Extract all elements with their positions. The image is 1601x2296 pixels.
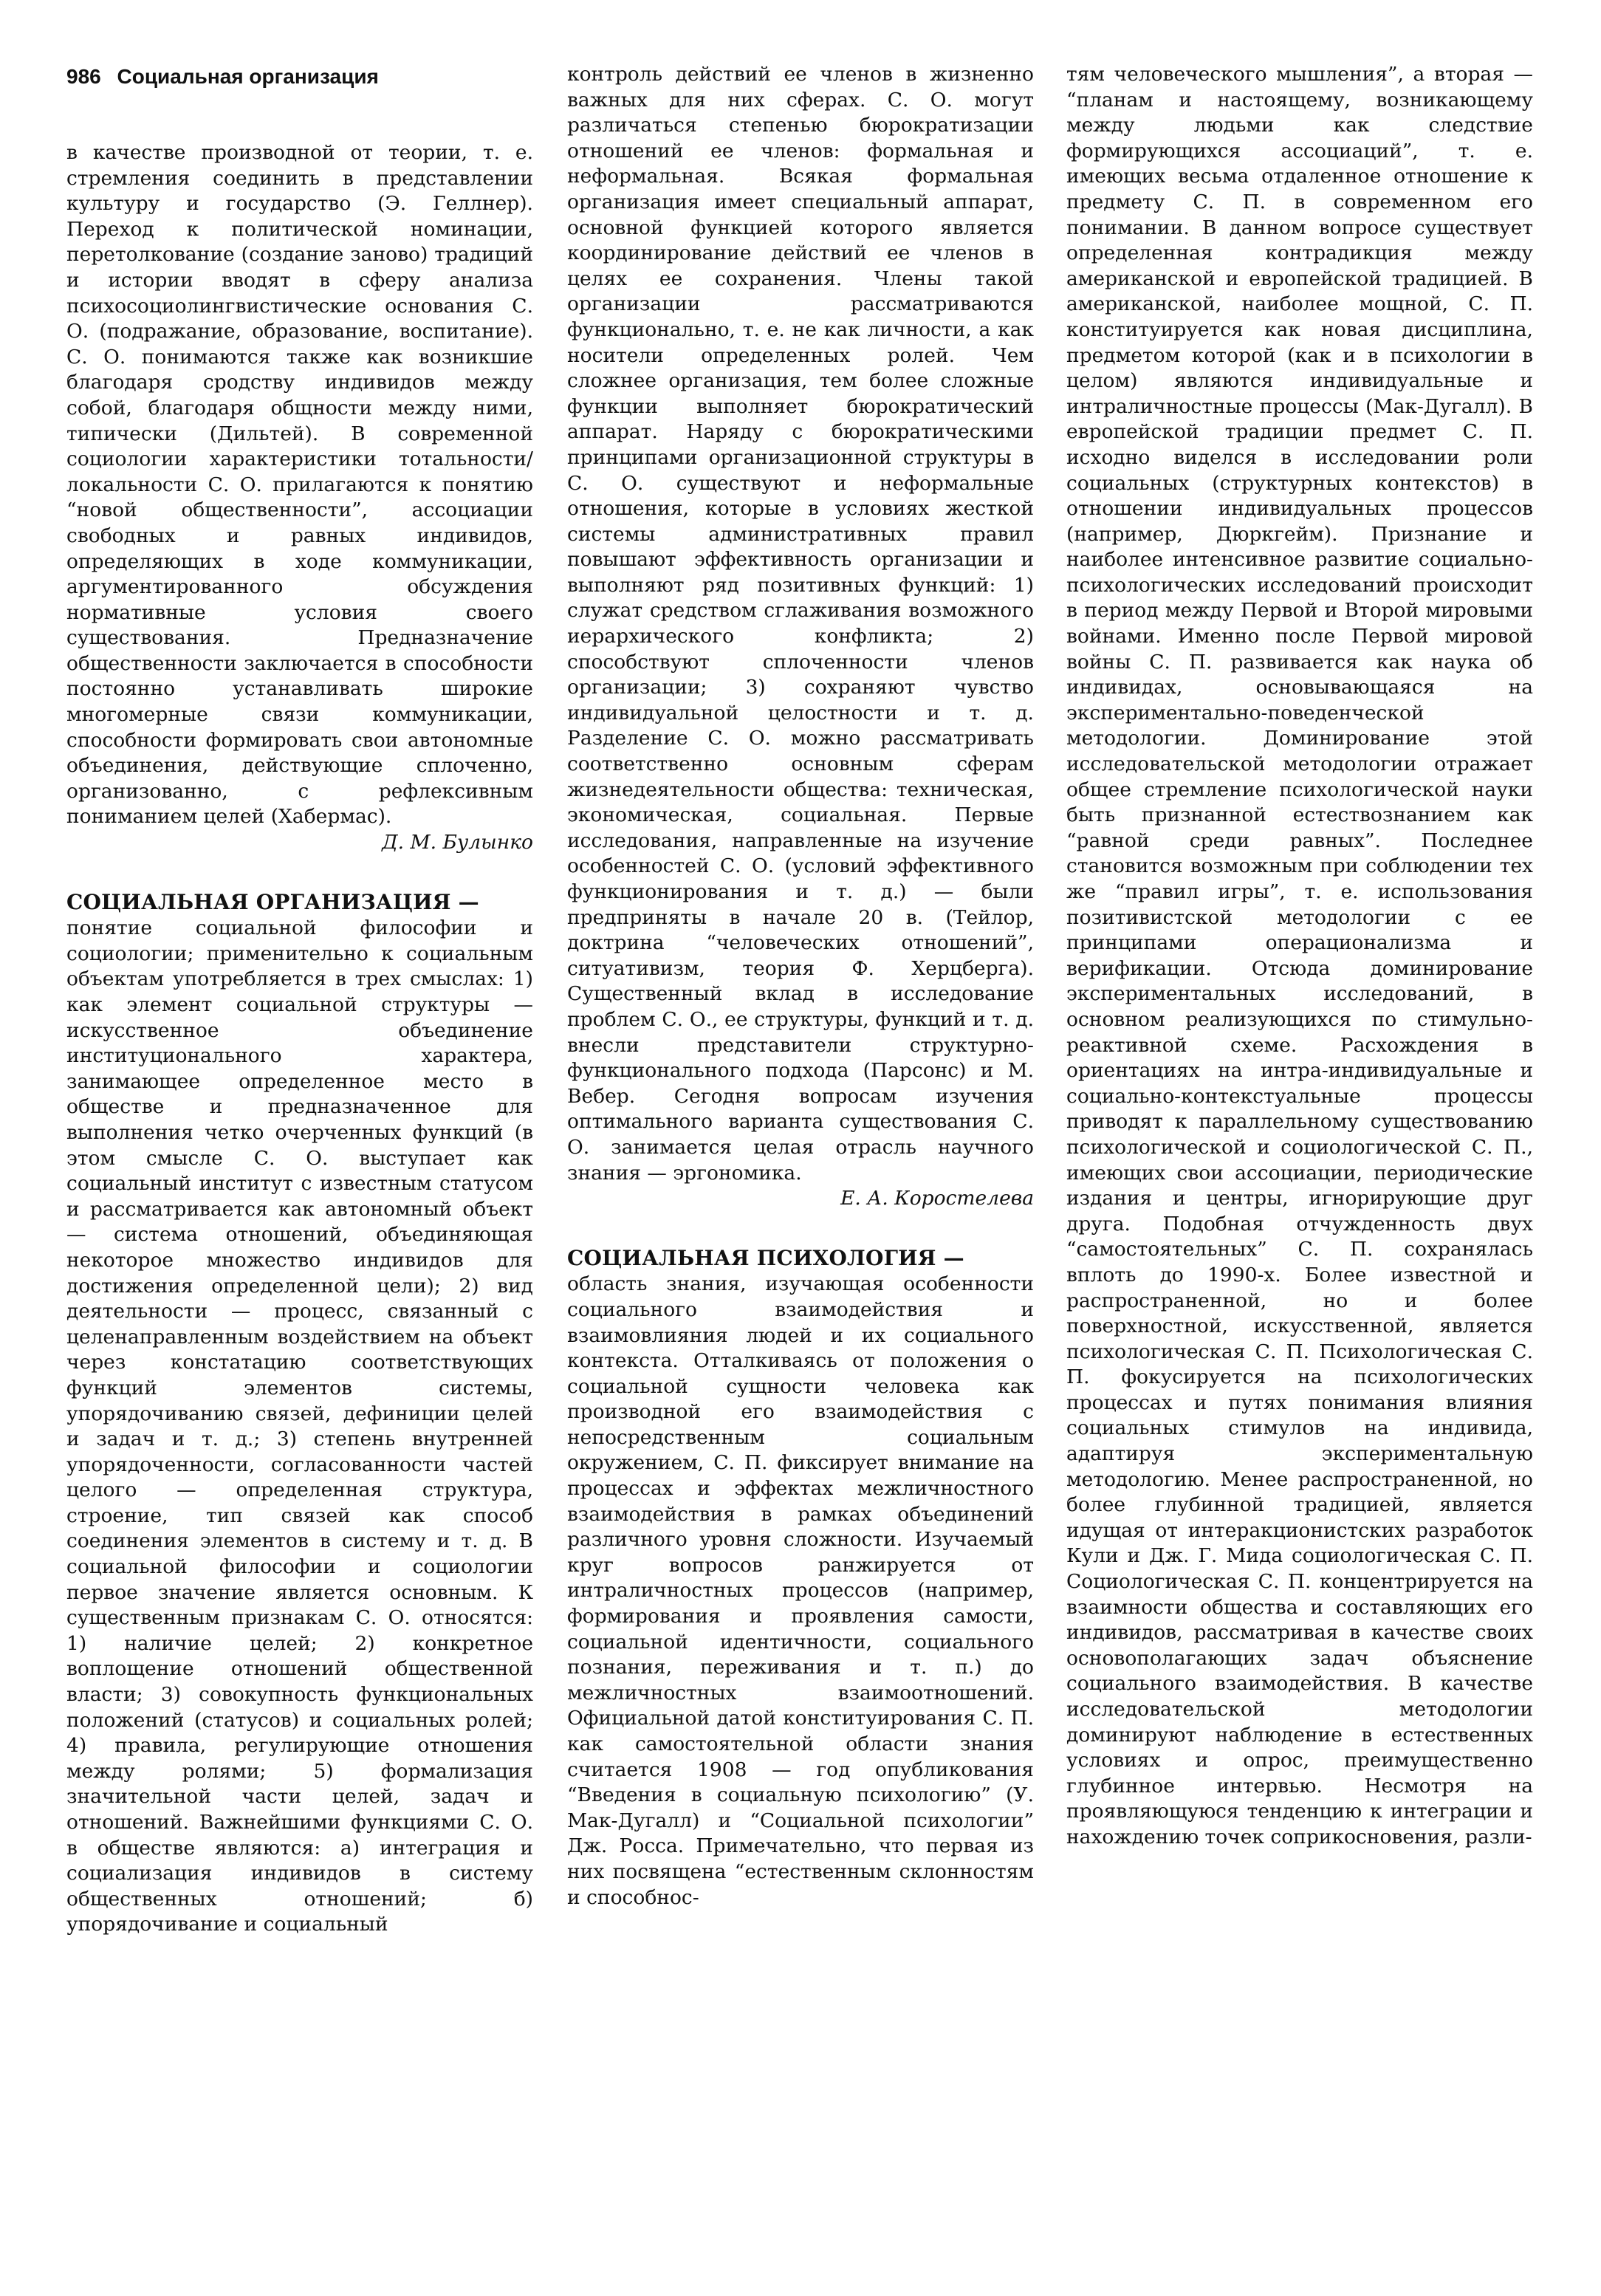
text-column-middle [567, 62, 1034, 1911]
running-head [66, 62, 379, 92]
article-continuation-paragraph: контроль действий ее членов в жизненно важных для них сферах. С. О. могут различаться степенью бюрократизации отношений ее членов: формальная и неформальная. Всякая формальная организация имеет специальный аппарат, основной функцией которого является координирование действий ее членов в целях ее сохранения. Члены такой организации рассматриваются функционально, т. е. не как личности, а как носители определенных ролей. Чем сложнее организация, тем более сложные функции выполняет бюрократический аппарат. Наряду с бюрократическими принципами организационной структуры в С. О. существуют и неформальные отношения, которые в условиях жесткой системы административных правил повышают эффективность организации и выполняют ряд позитивных функций: 1) служат средством сглаживания возможного иерархического конфликта; 2) способствуют сплоченности членов организации; 3) сохраняют чувство индивидуальной целостности и т. д. Разделение С. О. можно рассматривать соответственно основным сферам жизнедеятельности общества: техническая, экономическая, социальная. Первые исследования, направленные на изучение особенностей С. О. (условий эффективного функционирования и т. д.) — были предприняты в начале 20 в. (Тейлор, доктрина “человеческих отношений”, ситуативизм, теория Ф. Херцберга). Существенный вклад в исследование проблем С. О., ее структуры, функций и т. д. внесли представители структурно-функционального подхода (Парсонс) и М. Вебер. Сегодня вопросам изучения оптимального варианта существования С. О. занимается целая отрасль научного знания — эргономика. [567, 63, 1034, 1185]
entry-headword: СОЦИАЛЬНАЯ ОРГАНИЗАЦИЯ — [66, 889, 479, 914]
author-signature: Д. М. Булынко [382, 831, 533, 854]
dictionary-entry [66, 890, 533, 1938]
page-number: 986 [66, 65, 101, 88]
article-continuation-paragraph: в качестве производной от теории, т. е. стремления соединить в представлении культуру и государство (Э. Геллнер). Переход к политической номинации, перетолкование (создание заново) традиций и истории вводят в сферу анализа психосоциолингвистические основания С. О. (подражание, образование, воспитание). С. О. понимаются также как возникшие благодаря сродству индивидов между собой, благодаря общности между ними, типически (Дильтей). В современной социологии характеристики тотальности/локальности С. О. прилагаются к понятию “новой общественности”, ассоциации свободных и равных индивидов, определяющих в ходе коммуникации, аргументированного обсуждения нормативные условия своего существования. Предназначение общественности заключается в способности постоянно устанавливать широкие многомерные связи коммуникации, способности формировать свои автономные объединения, действующие сплоченно, организованно, с рефлексивным пониманием целей (Хабермас). [66, 141, 533, 829]
dictionary-entry [567, 1246, 1034, 1911]
text-column-right [1066, 62, 1533, 1851]
author-signature: Е. А. Коростелева [840, 1187, 1034, 1210]
entry-body: понятие социальной философии и социологии; применительно к социальным объектам употребляется в трех смыслах: 1) как элемент социальной структуры — искусственное объединение институционального характера, занимающее определенное место в обществе и предназначенное для выполнения четко очерченных функций (в этом смысле С. О. выступает как социальный институт с известным статусом и рассматривается как автономный объект — система отношений, объединяющая некоторое множество индивидов для достижения определенной цели); 2) вид деятельности — процесс, связанный с целенаправленным воздействием на объект через констатацию соответствующих функций элементов системы, упорядочиванию связей, дефиниции целей и задач и т. д.; 3) степень внутренней упорядоченности, согласованности частей целого — определенная структура, строение, тип связей как способ соединения элементов в систему и т. д. В социальной философии и социологии первое значение является основным. К существенным признакам С. О. относятся: 1) наличие целей; 2) конкретное воплощение отношений общественной власти; 3) совокупность функциональных положений (статусов) и социальных ролей; 4) правила, регулирующие отношения между ролями; 5) формализация значительной части целей, задач и отношений. Важнейшими функциями С. О. в обществе являются: а) интеграция и социализация индивидов в систему общественных отношений; б) упорядочивание и социальный [66, 916, 533, 1936]
entry-body: область знания, изучающая особенности социального взаимодействия и взаимовлияния людей и их социального контекста. Отталкиваясь от положения о социальной сущности человека как производной его взаимодействия с непосредственным социальным окружением, С. П. фиксирует внимание на процессах и эффектах межличностного взаимодействия в рамках объединений различного уровня сложности. Изучаемый круг вопросов ранжируется от интраличностных процессов (например, формирования и проявления самости, социальной идентичности, социального познания, переживания и т. п.) до межличностных взаимоотношений. Официальной датой конституирования С. П. как самостоятельной области знания считается 1908 — год опубликования “Введения в социальную психологию” (У. Мак-Дугалл) и “Социальной психологии” Дж. Росса. Примечательно, что первая из них посвящена “естественным склонностям и способнос- [567, 1272, 1034, 1909]
text-column-left [66, 140, 533, 1938]
entry-separator [66, 856, 533, 890]
section-title: Социальная организация [117, 65, 379, 88]
article-continuation-paragraph: тям человеческого мышления”, а вторая — “планам и настоящему, возникающему между людьми как следствие формирующихся ассоциаций”, т. е. имеющих весьма отдаленное отношение к предмету С. П. в современном его понимании. В данном вопросе существует определенная контрадикция между американской и европейской традицией. В американской, наиболее мощной, С. П. конституируется как новая дисциплина, предметом которой (как и в психологии в целом) являются индивидуальные и интраличностные процессы (Мак-Дугалл). В европейской традиции предмет С. П. исходно виделся в исследовании роли социальных (структурных контекстов) в отношении индивидуальных процессов (например, Дюркгейм). Признание и наиболее интенсивное развитие социально-психологических исследований происходит в период между Первой и Второй мировыми войнами. Именно после Первой мировой войны С. П. развивается как наука об индивидах, основывающаяся на экспериментально-поведенческой методологии. Доминирование этой исследовательской методологии отражает общее стремление психологической науки быть признанной естествознанием как “равной среди равных”. Последнее становится возможным при соблюдении тех же “правил игры”, т. е. использования позитивистской методологии с ее принципами операционализма и верификации. Отсюда доминирование экспериментальных исследований, в основном реализующихся по стимульно-реактивной схеме. Расхождения в ориентациях на интра-индивидуальные и социально-контекстуальные процессы приводят к параллельному существованию психологической и социологической С. П., имеющих свои ассоциации, периодические издания и центры, игнорирующие друг друга. Подобная отчужденность двух “самостоятельных” С. П. сохранялась вплоть до 1990-х. Более известной и распространенной, но и более поверхностной, искусственной, является психологическая С. П. Психологическая С. П. фокусируется на психологических процессах и путях понимания влияния социальных стимулов на индивида, адаптируя экспериментальную методологию. Менее распространенной, но более глубинной традицией, является идущая от интеракционистских разработок Кули и Дж. Г. Мида социологическая С. П. Социологическая С. П. концентрируется на взаимности общества и составляющих его индивидов, рассматривая в качестве своих основополагающих задач объяснение социального взаимодействия. В качестве исследовательской методологии доминируют наблюдение в естественных условиях и опрос, преимущественно глубинное интервью. Несмотря на проявляющуюся тенденцию к интеграции и нахождению точек соприкосновения, разли- [1066, 63, 1533, 1848]
entry-headword: СОЦИАЛЬНАЯ ПСИХОЛОГИЯ — [567, 1245, 964, 1270]
entry-separator [567, 1212, 1034, 1246]
